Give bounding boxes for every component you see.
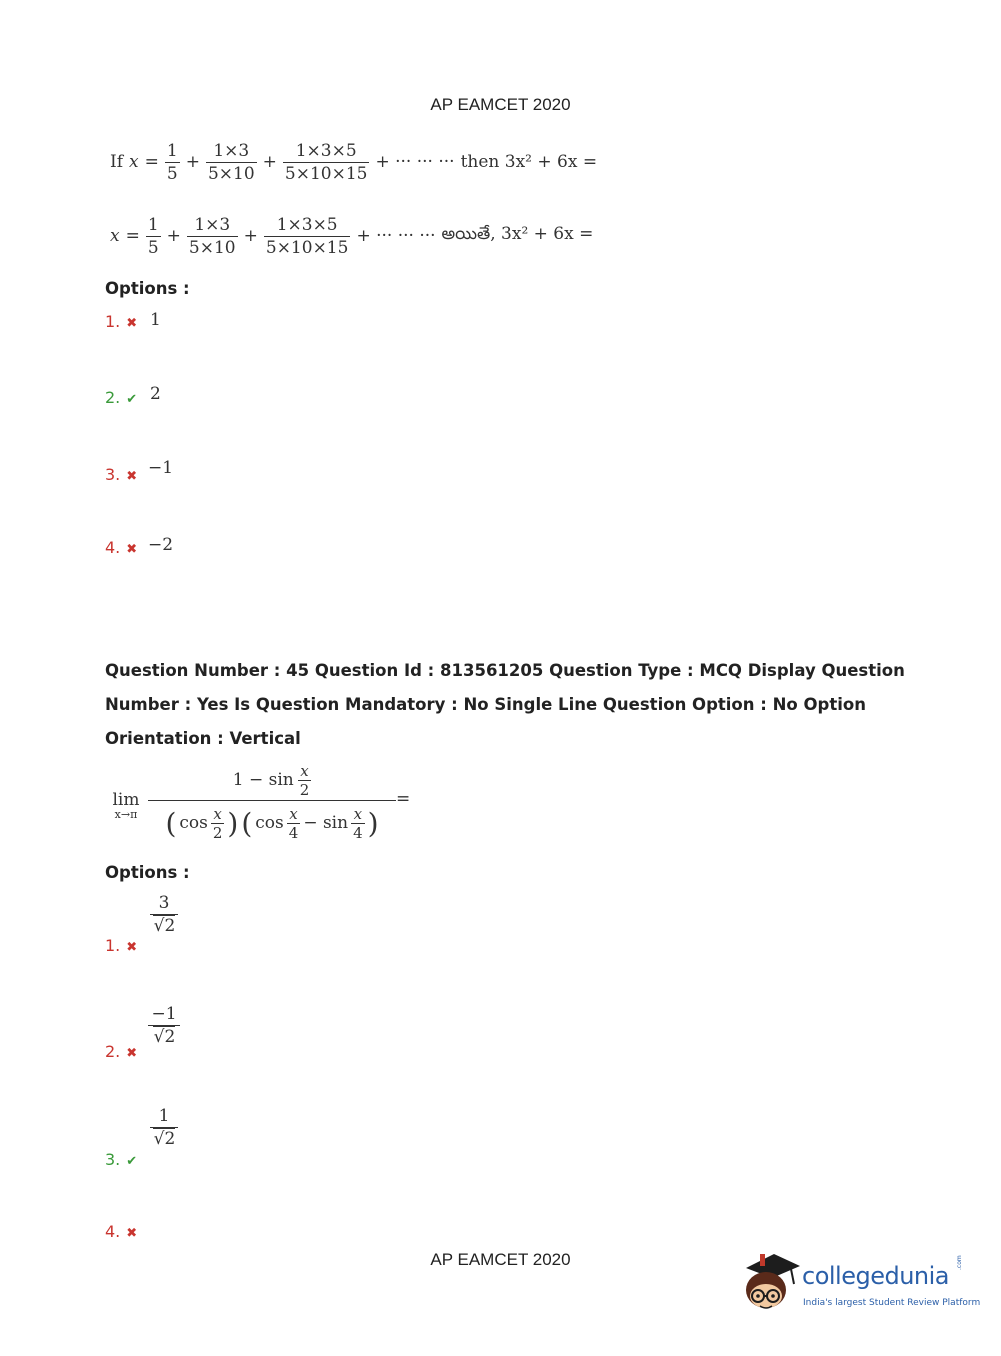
q45-limit: lim x→π — [112, 790, 140, 821]
page-header-title: AP EAMCET 2020 — [430, 95, 571, 114]
q45-option-2-value: $\frac{-1}{√2}$ — [148, 1003, 180, 1048]
q44-en-x: x — [129, 152, 139, 172]
q45-meta-line-3: Orientation : Vertical — [105, 729, 301, 748]
q44-en-term2: $\frac{1\times 3}{5\times 10}$ — [207, 140, 255, 184]
q44-en-tail: then 3x² + 6x = — [460, 152, 598, 172]
q44-te-tail: అయితే, 3x² + 6x = — [441, 224, 594, 244]
q44-option-3-value: −1 — [148, 458, 174, 478]
q45-denominator: ( cos $\frac{x}{2}$ ) ( cos $\frac{x}{4}$ − sin $\frac{x}{4}$ ) — [165, 804, 379, 842]
q44-option-1-value: 1 — [150, 310, 161, 330]
q45-option-3: 3. ✔ — [105, 1150, 138, 1169]
q45-option-4: 4. ✖ — [105, 1222, 138, 1241]
q44-option-4: 4. ✖ — [105, 538, 138, 557]
q44-te-term2: $\frac{1\times 3}{5\times 10}$ — [188, 214, 236, 258]
cross-icon: ✖ — [126, 541, 138, 556]
q44-te-x: x — [110, 226, 120, 246]
brand-name: collegedunia — [802, 1262, 950, 1290]
check-icon: ✔ — [126, 391, 138, 406]
cross-icon: ✖ — [126, 1045, 138, 1060]
q44-options-label: Options : — [105, 279, 190, 298]
brand-tld: .com — [956, 1255, 963, 1270]
q44-en-dots: + ··· ··· ··· — [375, 152, 455, 172]
check-icon: ✔ — [126, 1153, 138, 1168]
collegedunia-logo — [740, 1250, 981, 1320]
q44-te-term3: $\frac{1\times 3\times 5}{5\times 10\times 15}$ — [265, 214, 349, 258]
q44-option-2: 2. ✔ — [105, 388, 138, 407]
cross-icon: ✖ — [126, 939, 138, 954]
q44-en-prefix: If — [110, 152, 124, 172]
cross-icon: ✖ — [126, 1225, 138, 1240]
q44-en-term3: $\frac{1\times 3\times 5}{5\times 10\times 15}$ — [284, 140, 368, 184]
q45-option-2: 2. ✖ — [105, 1042, 138, 1061]
q45-numerator: 1 − sin $\frac{x}{2}$ — [148, 760, 396, 801]
q45-options-label: Options : — [105, 863, 190, 882]
q44-option-2-value: 2 — [150, 384, 161, 404]
q45-option-1: 1. ✖ — [105, 936, 138, 955]
q44-option-3: 3. ✖ — [105, 465, 138, 484]
q45-meta-line-2: Number : Yes Is Question Mandatory : No Single Line Question Option : No Option — [105, 695, 866, 714]
cross-icon: ✖ — [126, 468, 138, 483]
q44-statement-te: x = $\frac{1}{5}$ + $\frac{1\times 3}{5\times 10}$ + $\frac{1\times 3\times 5}{5\times 10\times 15}$ + ··· ··· ··· అయితే, 3x² + 6x = — [110, 214, 594, 258]
q45-option-3-value: $\frac{1}{√2}$ — [150, 1105, 178, 1150]
mascot-icon — [740, 1250, 802, 1316]
q44-option-1: 1. ✖ — [105, 312, 138, 331]
q45-meta-line-1: Question Number : 45 Question Id : 813561205 Question Type : MCQ Display Question — [105, 661, 905, 680]
q45-option-1-value: $\frac{3}{√2}$ — [150, 892, 178, 937]
q44-statement-en: If x = $\frac{1}{5}$ + $\frac{1\times 3}{5\times 10}$ + $\frac{1\times 3\times 5}{5\times 10\times 15}$ + ··· ··· ··· then 3x² + 6x = — [110, 140, 598, 184]
q44-en-term1: $\frac{1}{5}$ — [166, 140, 178, 184]
page-footer-title: AP EAMCET 2020 — [430, 1250, 571, 1269]
q45-equals: = — [396, 789, 411, 809]
q44-te-term1: $\frac{1}{5}$ — [147, 214, 159, 258]
brand-tagline: India's largest Student Review Platform — [803, 1298, 981, 1308]
cross-icon: ✖ — [126, 315, 138, 330]
q44-en-eq: = — [144, 152, 159, 172]
q44-option-4-value: −2 — [148, 535, 174, 555]
q45-limit-fraction — [148, 760, 396, 845]
